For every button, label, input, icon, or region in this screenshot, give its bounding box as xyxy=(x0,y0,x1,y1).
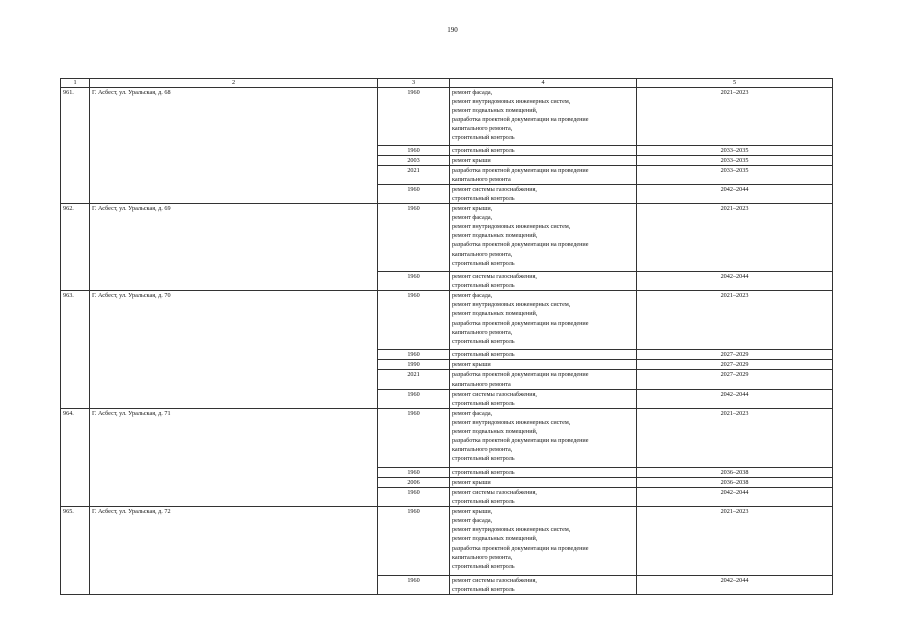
work-item: ремонт системы газоснабжения, xyxy=(452,185,537,193)
planned-period: 2036–2038 xyxy=(637,467,833,477)
table-body xyxy=(61,87,833,595)
commission-year: 1960 xyxy=(378,204,450,272)
planned-period: 2021–2023 xyxy=(637,507,833,576)
work-item: строительный контроль xyxy=(452,586,515,594)
work-types xyxy=(450,184,637,203)
work-item: ремонт фасада, xyxy=(452,517,493,525)
work-item: капитального ремонта, xyxy=(452,250,513,258)
commission-year: 1960 xyxy=(378,145,450,155)
building-number: 965. xyxy=(61,507,90,595)
table-row xyxy=(61,291,833,350)
work-types xyxy=(450,389,637,408)
work-item: ремонт системы газоснабжения, xyxy=(452,577,537,585)
table-row xyxy=(61,87,833,145)
work-item: ремонт крыши xyxy=(452,478,491,486)
work-item: капитального ремонта, xyxy=(452,328,513,336)
work-types xyxy=(450,360,637,370)
work-item: строительный контроль xyxy=(452,399,515,407)
work-types xyxy=(450,467,637,477)
table-row xyxy=(61,507,833,576)
work-item: разработка проектной документации на проведение xyxy=(452,166,589,174)
commission-year: 1960 xyxy=(378,184,450,203)
planned-period: 2033–2035 xyxy=(637,145,833,155)
building-address: Г. Асбест, ул. Уральская, д. 68 xyxy=(90,87,378,204)
work-item: разработка проектной документации на проведение xyxy=(452,371,589,379)
planned-period: 2033–2035 xyxy=(637,165,833,184)
work-item: строительный контроль xyxy=(452,194,515,202)
work-types xyxy=(450,350,637,360)
work-item: ремонт крыши, xyxy=(452,508,493,516)
planned-period: 2027–2029 xyxy=(637,370,833,389)
work-item: строительный контроль xyxy=(452,259,515,267)
work-item: ремонт крыши xyxy=(452,361,491,369)
column-header: 1 xyxy=(61,79,90,88)
work-item: строительный контроль xyxy=(452,146,515,154)
work-item: ремонт подвальных помещений, xyxy=(452,310,538,318)
work-item: ремонт внутридомовых инженерных систем, xyxy=(452,526,571,534)
building-number: 964. xyxy=(61,408,90,506)
work-item: ремонт фасада, xyxy=(452,88,493,96)
work-item: ремонт подвальных помещений, xyxy=(452,535,538,543)
planned-period: 2021–2023 xyxy=(637,408,833,467)
work-types xyxy=(450,165,637,184)
work-item: ремонт подвальных помещений, xyxy=(452,106,538,114)
building-address: Г. Асбест, ул. Уральская, д. 72 xyxy=(90,507,378,595)
work-types xyxy=(450,291,637,350)
work-item: строительный контроль xyxy=(452,498,515,506)
work-types xyxy=(450,145,637,155)
building-address: Г. Асбест, ул. Уральская, д. 70 xyxy=(90,291,378,409)
work-item: разработка проектной документации на проведение xyxy=(452,115,589,123)
work-types xyxy=(450,272,637,291)
work-types xyxy=(450,370,637,389)
work-item: капитального ремонта, xyxy=(452,553,513,561)
building-number: 961. xyxy=(61,87,90,204)
work-item: ремонт системы газоснабжения, xyxy=(452,273,537,281)
column-header: 2 xyxy=(90,79,378,88)
planned-period: 2021–2023 xyxy=(637,204,833,272)
planned-period: 2021–2023 xyxy=(637,87,833,145)
commission-year: 2003 xyxy=(378,155,450,165)
work-item: ремонт подвальных помещений, xyxy=(452,428,538,435)
work-item: капитального ремонта, xyxy=(452,124,513,132)
work-item: разработка проектной документации на проведение xyxy=(452,319,589,327)
planned-period: 2033–2035 xyxy=(637,155,833,165)
planned-period: 2027–2029 xyxy=(637,360,833,370)
work-item: строительный контроль xyxy=(452,337,515,345)
work-types xyxy=(450,477,637,487)
commission-year: 1960 xyxy=(378,576,450,595)
commission-year: 1960 xyxy=(378,272,450,291)
page-number: 190 xyxy=(447,26,458,34)
planned-period: 2042–2044 xyxy=(637,576,833,595)
work-item: строительный контроль xyxy=(452,133,515,141)
work-item: ремонт внутридомовых инженерных систем, xyxy=(452,97,571,105)
commission-year: 1990 xyxy=(378,360,450,370)
table-row xyxy=(61,204,833,272)
work-item: ремонт внутридомовых инженерных систем, xyxy=(452,223,571,231)
building-number: 963. xyxy=(61,291,90,409)
work-item: разработка проектной документации на проведение xyxy=(452,437,589,445)
work-item: ремонт подвальных помещений, xyxy=(452,232,538,240)
commission-year: 1960 xyxy=(378,350,450,360)
commission-year: 2006 xyxy=(378,477,450,487)
planned-period: 2042–2044 xyxy=(637,184,833,203)
work-types xyxy=(450,204,637,272)
commission-year: 1960 xyxy=(378,291,450,350)
work-types xyxy=(450,155,637,165)
work-item: капитального ремонта, xyxy=(452,446,513,454)
work-types xyxy=(450,488,637,507)
work-item: строительный контроль xyxy=(452,282,515,290)
building-address: Г. Асбест, ул. Уральская, д. 69 xyxy=(90,204,378,291)
commission-year: 1960 xyxy=(378,467,450,477)
work-types xyxy=(450,408,637,467)
work-item: капитального ремонта xyxy=(452,175,511,183)
work-item: строительный контроль xyxy=(452,455,515,463)
work-item: разработка проектной документации на проведение xyxy=(452,544,589,552)
commission-year: 1960 xyxy=(378,488,450,507)
work-item: ремонт фасада, xyxy=(452,214,493,222)
work-item: строительный контроль xyxy=(452,562,515,570)
work-item: ремонт фасада, xyxy=(452,409,493,417)
work-item: ремонт фасада, xyxy=(452,292,493,300)
work-item: ремонт внутридомовых инженерных систем, xyxy=(452,418,571,426)
work-types xyxy=(450,576,637,595)
work-item: ремонт системы газоснабжения, xyxy=(452,489,537,496)
building-number: 962. xyxy=(61,204,90,291)
planned-period: 2042–2044 xyxy=(637,272,833,291)
commission-year: 2021 xyxy=(378,370,450,389)
planned-period: 2027–2029 xyxy=(637,350,833,360)
building-address: Г. Асбест, ул. Уральская, д. 71 xyxy=(90,408,378,506)
commission-year: 1960 xyxy=(378,87,450,145)
column-header: 3 xyxy=(378,79,450,88)
commission-year: 1960 xyxy=(378,507,450,576)
table-row xyxy=(61,408,833,467)
commission-year: 1960 xyxy=(378,389,450,408)
work-item: ремонт крыши, xyxy=(452,205,493,213)
planned-period: 2036–2038 xyxy=(637,477,833,487)
table-header-row xyxy=(61,79,833,88)
work-item: ремонт системы газоснабжения, xyxy=(452,390,537,398)
work-item: разработка проектной документации на проведение xyxy=(452,241,589,249)
work-item: ремонт внутридомовых инженерных систем, xyxy=(452,301,571,309)
capital-repair-table xyxy=(60,78,833,595)
commission-year: 2021 xyxy=(378,165,450,184)
column-header: 5 xyxy=(637,79,833,88)
work-types xyxy=(450,87,637,145)
planned-period: 2042–2044 xyxy=(637,389,833,408)
work-item: ремонт крыши xyxy=(452,156,491,164)
column-header: 4 xyxy=(450,79,637,88)
work-types xyxy=(450,507,637,576)
work-item: строительный контроль xyxy=(452,351,515,359)
planned-period: 2021–2023 xyxy=(637,291,833,350)
planned-period: 2042–2044 xyxy=(637,488,833,507)
work-item: капитального ремонта xyxy=(452,380,511,388)
work-item: строительный контроль xyxy=(452,468,515,476)
commission-year: 1960 xyxy=(378,408,450,467)
